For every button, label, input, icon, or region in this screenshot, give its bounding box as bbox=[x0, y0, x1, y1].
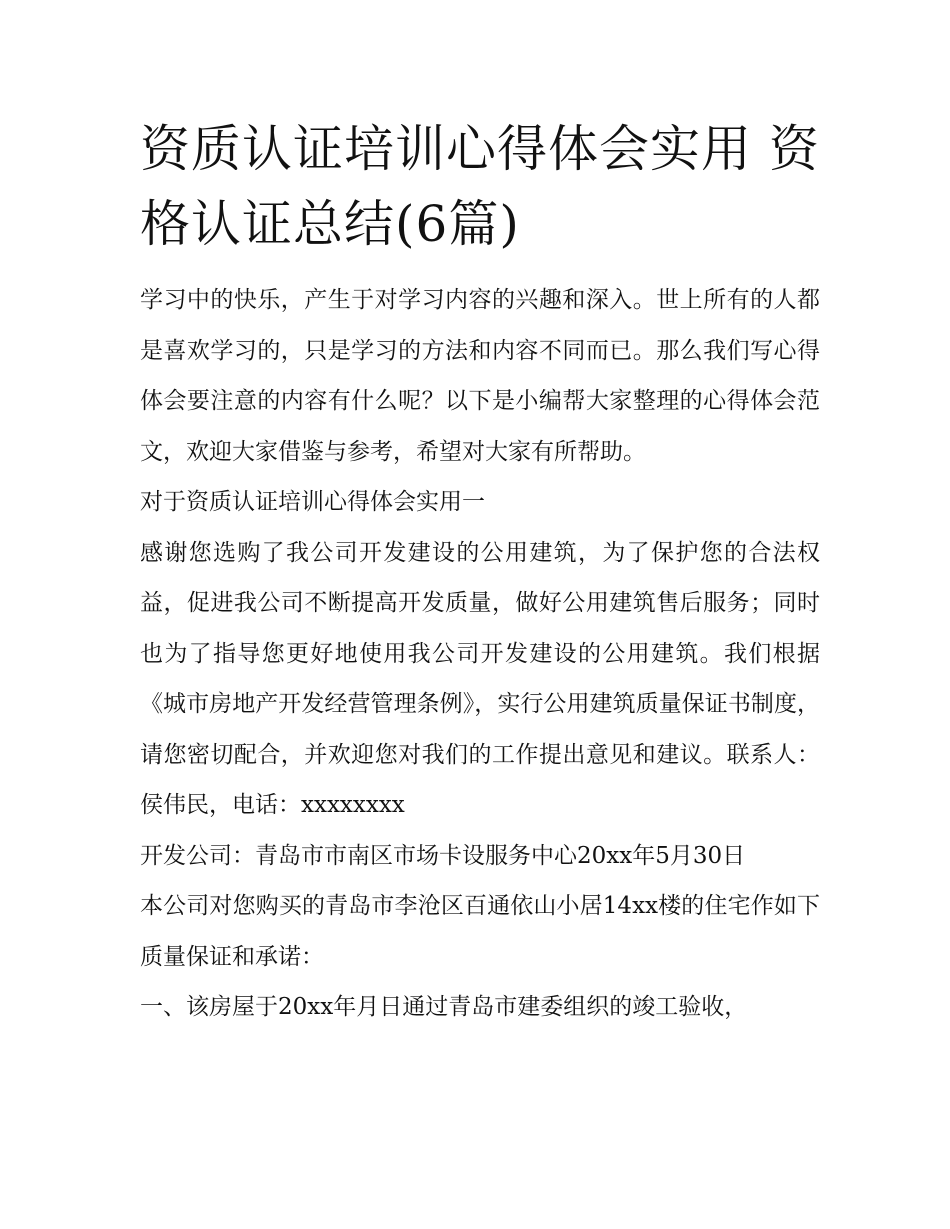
intro-paragraph: 学习中的快乐，产生于对学习内容的兴趣和深入。世上所有的人都是喜欢学习的，只是学习的方法和内容不同而已。那么我们写心得体会要注意的内容有什么呢？以下是小编帮大家整理的心得体会范文，欢迎大家借鉴与参考，希望对大家有所帮助。 bbox=[140, 287, 820, 465]
document-title: 资质认证培训心得体会实用 资格认证总结(6篇) bbox=[140, 120, 820, 253]
body-paragraph: 感谢您选购了我公司开发建设的公用建筑，为了保护您的合法权益，促进我公司不断提高开发质量，做好公用建筑售后服务；同时也为了指导您更好地使用我公司开发建设的公用建筑。我们根据《城市房地产开发经营管理条例》，实行公用建筑质量保证书制度，请您密切配合，并欢迎您对我们的工作提出意见和建议。联系人：侯伟民，电话：xxxxxxxx bbox=[140, 539, 820, 818]
section-heading: 对于资质认证培训心得体会实用一 bbox=[140, 489, 485, 515]
body-paragraph: 开发公司：青岛市市南区市场卡设服务中心20xx年5月30日 bbox=[140, 842, 746, 869]
document-body bbox=[140, 275, 820, 1033]
body-paragraph: 本公司对您购买的青岛市李沧区百通依山小居14xx楼的住宅作如下质量保证和承诺： bbox=[140, 893, 820, 970]
body-paragraph: 一、该房屋于20xx年月日通过青岛市建委组织的竣工验收， bbox=[140, 994, 748, 1020]
